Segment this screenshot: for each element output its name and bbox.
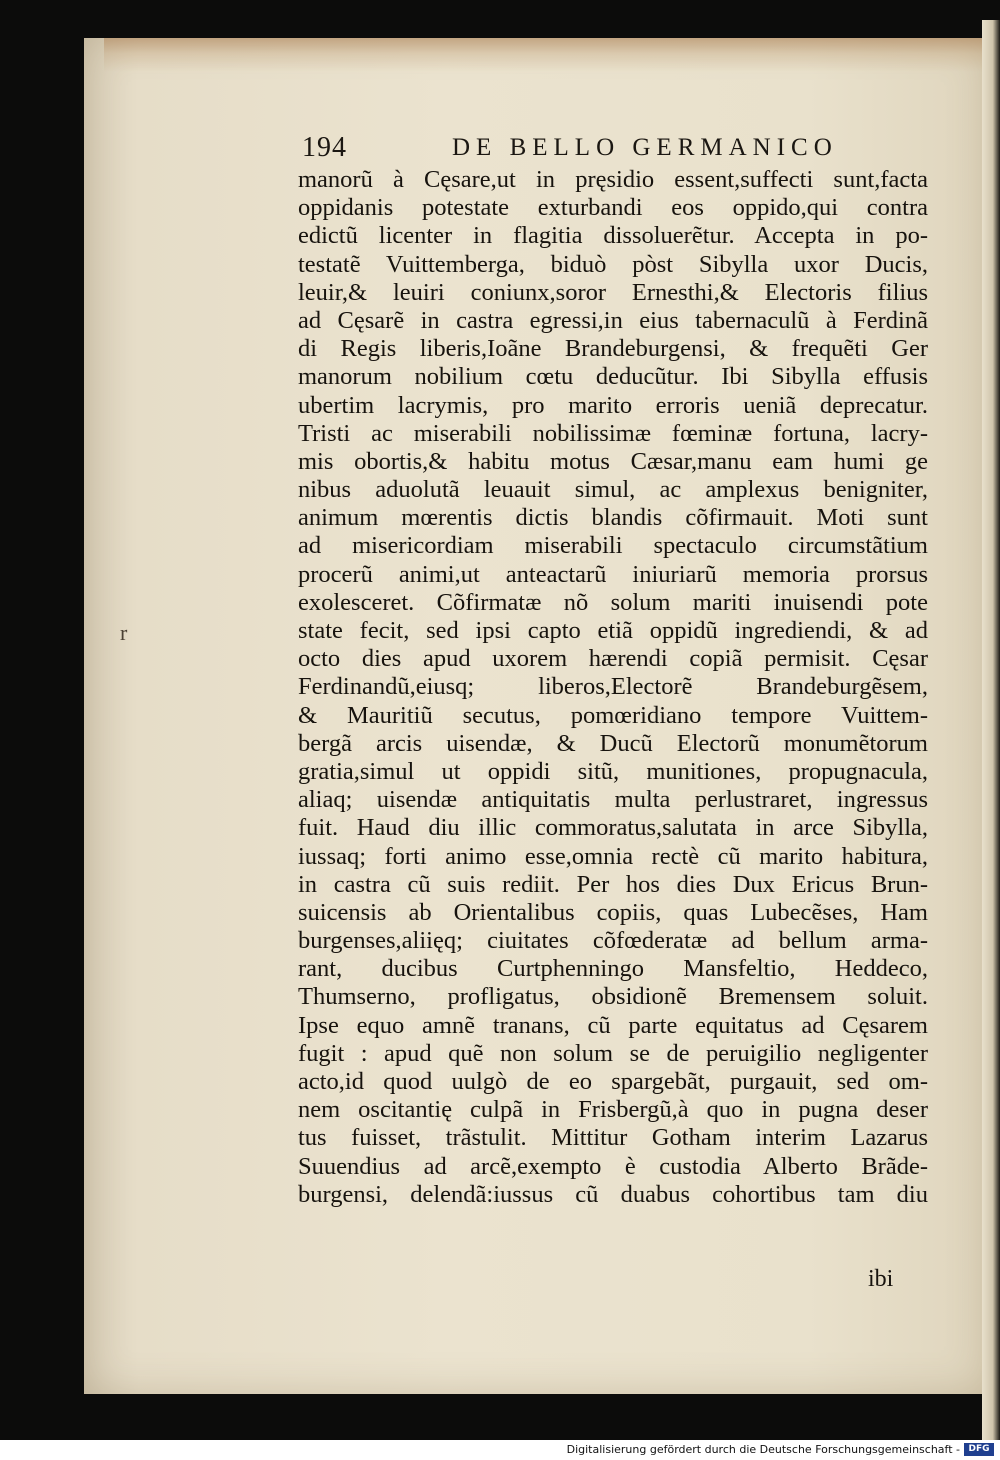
- text-line: acto,id quod uulgò de eo spargebãt, purgauit, sed om-: [298, 1068, 928, 1095]
- text-line: gratia,simul ut oppidi sitũ, munitiones, propugnacula,: [298, 757, 928, 785]
- text-line: rant, ducibus Curtphenningo Mansfeltio, Heddeco,: [298, 955, 928, 983]
- text-line: tus fuisset, trãstulit. Mittitur Gotham interim Lazarus: [298, 1124, 928, 1152]
- text-line: di Regis liberis,Ioãne Brandeburgensi, & frequẽti Ger: [298, 335, 928, 363]
- text-line: suicensis ab Orientalibus copiis, quas Lubecẽses, Ham: [298, 898, 928, 926]
- text-line: in castra cũ suis rediit. Per hos dies Dux Ericus Brun-: [298, 870, 928, 898]
- text-line: burgenses,aliięq; ciuitates cõfœderatæ ad bellum arma-: [298, 927, 928, 955]
- text-line: edictũ licenter in flagitia dissoluerẽtur. Accepta in po-: [298, 222, 928, 250]
- text-line: state fecit, sed ipsi capto etiã oppidũ ingrediendi, & ad: [298, 617, 928, 644]
- text-line: Suuendius ad arcẽ,exempto è custodia Alberto Brãde-: [298, 1152, 928, 1180]
- text-line: octo dies apud uxorem hærendi copiã permisit. Cęsar: [298, 645, 928, 673]
- text-line: Thumserno, profligatus, obsidionẽ Bremensem soluit.: [298, 983, 928, 1011]
- text-line: bergã arcis uisendæ, & Ducũ Electorũ monumẽtorum: [298, 729, 928, 757]
- text-line: & Mauritiũ secutus, pomœridiano tempore Vuittem-: [298, 701, 928, 729]
- text-line: aliaq; uisendæ antiquitatis multa perlustraret, ingressus: [298, 786, 928, 814]
- text-line: procerũ animi,ut anteactarũ iniuriarũ memoria prorsus: [298, 560, 928, 588]
- text-line: nem oscitantię culpã in Frisbergũ,à quo in pugna deser: [298, 1096, 928, 1124]
- text-line: ad misericordiam miserabili spectaculo circumstãtium: [298, 532, 928, 560]
- text-line: Ipse equo amnẽ tranans, cũ parte equitatus ad Cęsarem: [298, 1011, 928, 1039]
- text-line: fuit. Haud diu illic commoratus,salutata in arce Sibylla,: [298, 814, 928, 842]
- text-line: mis obortis,& habitu motus Cæsar,manu eam humi ge: [298, 447, 928, 475]
- text-line: burgensi, delendã:iussus cũ duabus cohortibus tam diu: [298, 1180, 928, 1208]
- text-line: nibus aduolutã leuauit simul, ac amplexus benigniter,: [298, 476, 928, 504]
- footer-credit: Digitalisierung gefördert durch die Deutsche Forschungsgemeinschaft -: [566, 1443, 960, 1456]
- text-line: iussaq; forti animo esse,omnia rectè cũ marito habitura,: [298, 842, 928, 870]
- text-line: ad Cęsarẽ in castra egressi,in eius tabernaculũ à Ferdinã: [298, 306, 928, 334]
- text-line: leuir,& leuiri coniunx,soror Ernesthi,& Electoris filius: [298, 278, 928, 306]
- body-text: [298, 166, 928, 1209]
- text-line: Ferdinandũ,eiusq; liberos,Electorẽ Brandeburgẽsem,: [298, 673, 928, 701]
- text-line: manorum nobilium cœtu deducũtur. Ibi Sibylla effusis: [298, 363, 928, 391]
- text-line: ubertim lacrymis, pro marito erroris ueniã deprecatur.: [298, 391, 928, 419]
- running-head: DE BELLO GERMANICO: [452, 134, 838, 161]
- digitization-footer: [0, 1440, 1000, 1460]
- catchword: ibi: [868, 1266, 894, 1292]
- text-line: exolesceret. Cõfirmatæ nõ solum mariti inuisendi pote: [298, 588, 928, 616]
- text-line: animum mœrentis dictis blandis cõfirmauit. Moti sunt: [298, 504, 928, 532]
- text-line: testatẽ Vuittemberga, biduò pòst Sibylla uxor Ducis,: [298, 250, 928, 278]
- margin-mark: r: [120, 620, 128, 645]
- text-line: manorũ à Cęsare,ut in pręsidio essent,suffecti sunt,facta: [298, 166, 928, 193]
- text-line: fugit : apud quẽ non solum se de peruigilio negligenter: [298, 1039, 928, 1067]
- text-line: oppidanis potestate exturbandi eos oppido,qui contra: [298, 194, 928, 222]
- dfg-logo: DFG: [964, 1443, 994, 1456]
- text-line: Tristi ac miserabili nobilissimæ fœminæ fortuna, lacry-: [298, 419, 928, 447]
- page-edge: [982, 20, 1000, 1440]
- page-number: 194: [302, 132, 347, 163]
